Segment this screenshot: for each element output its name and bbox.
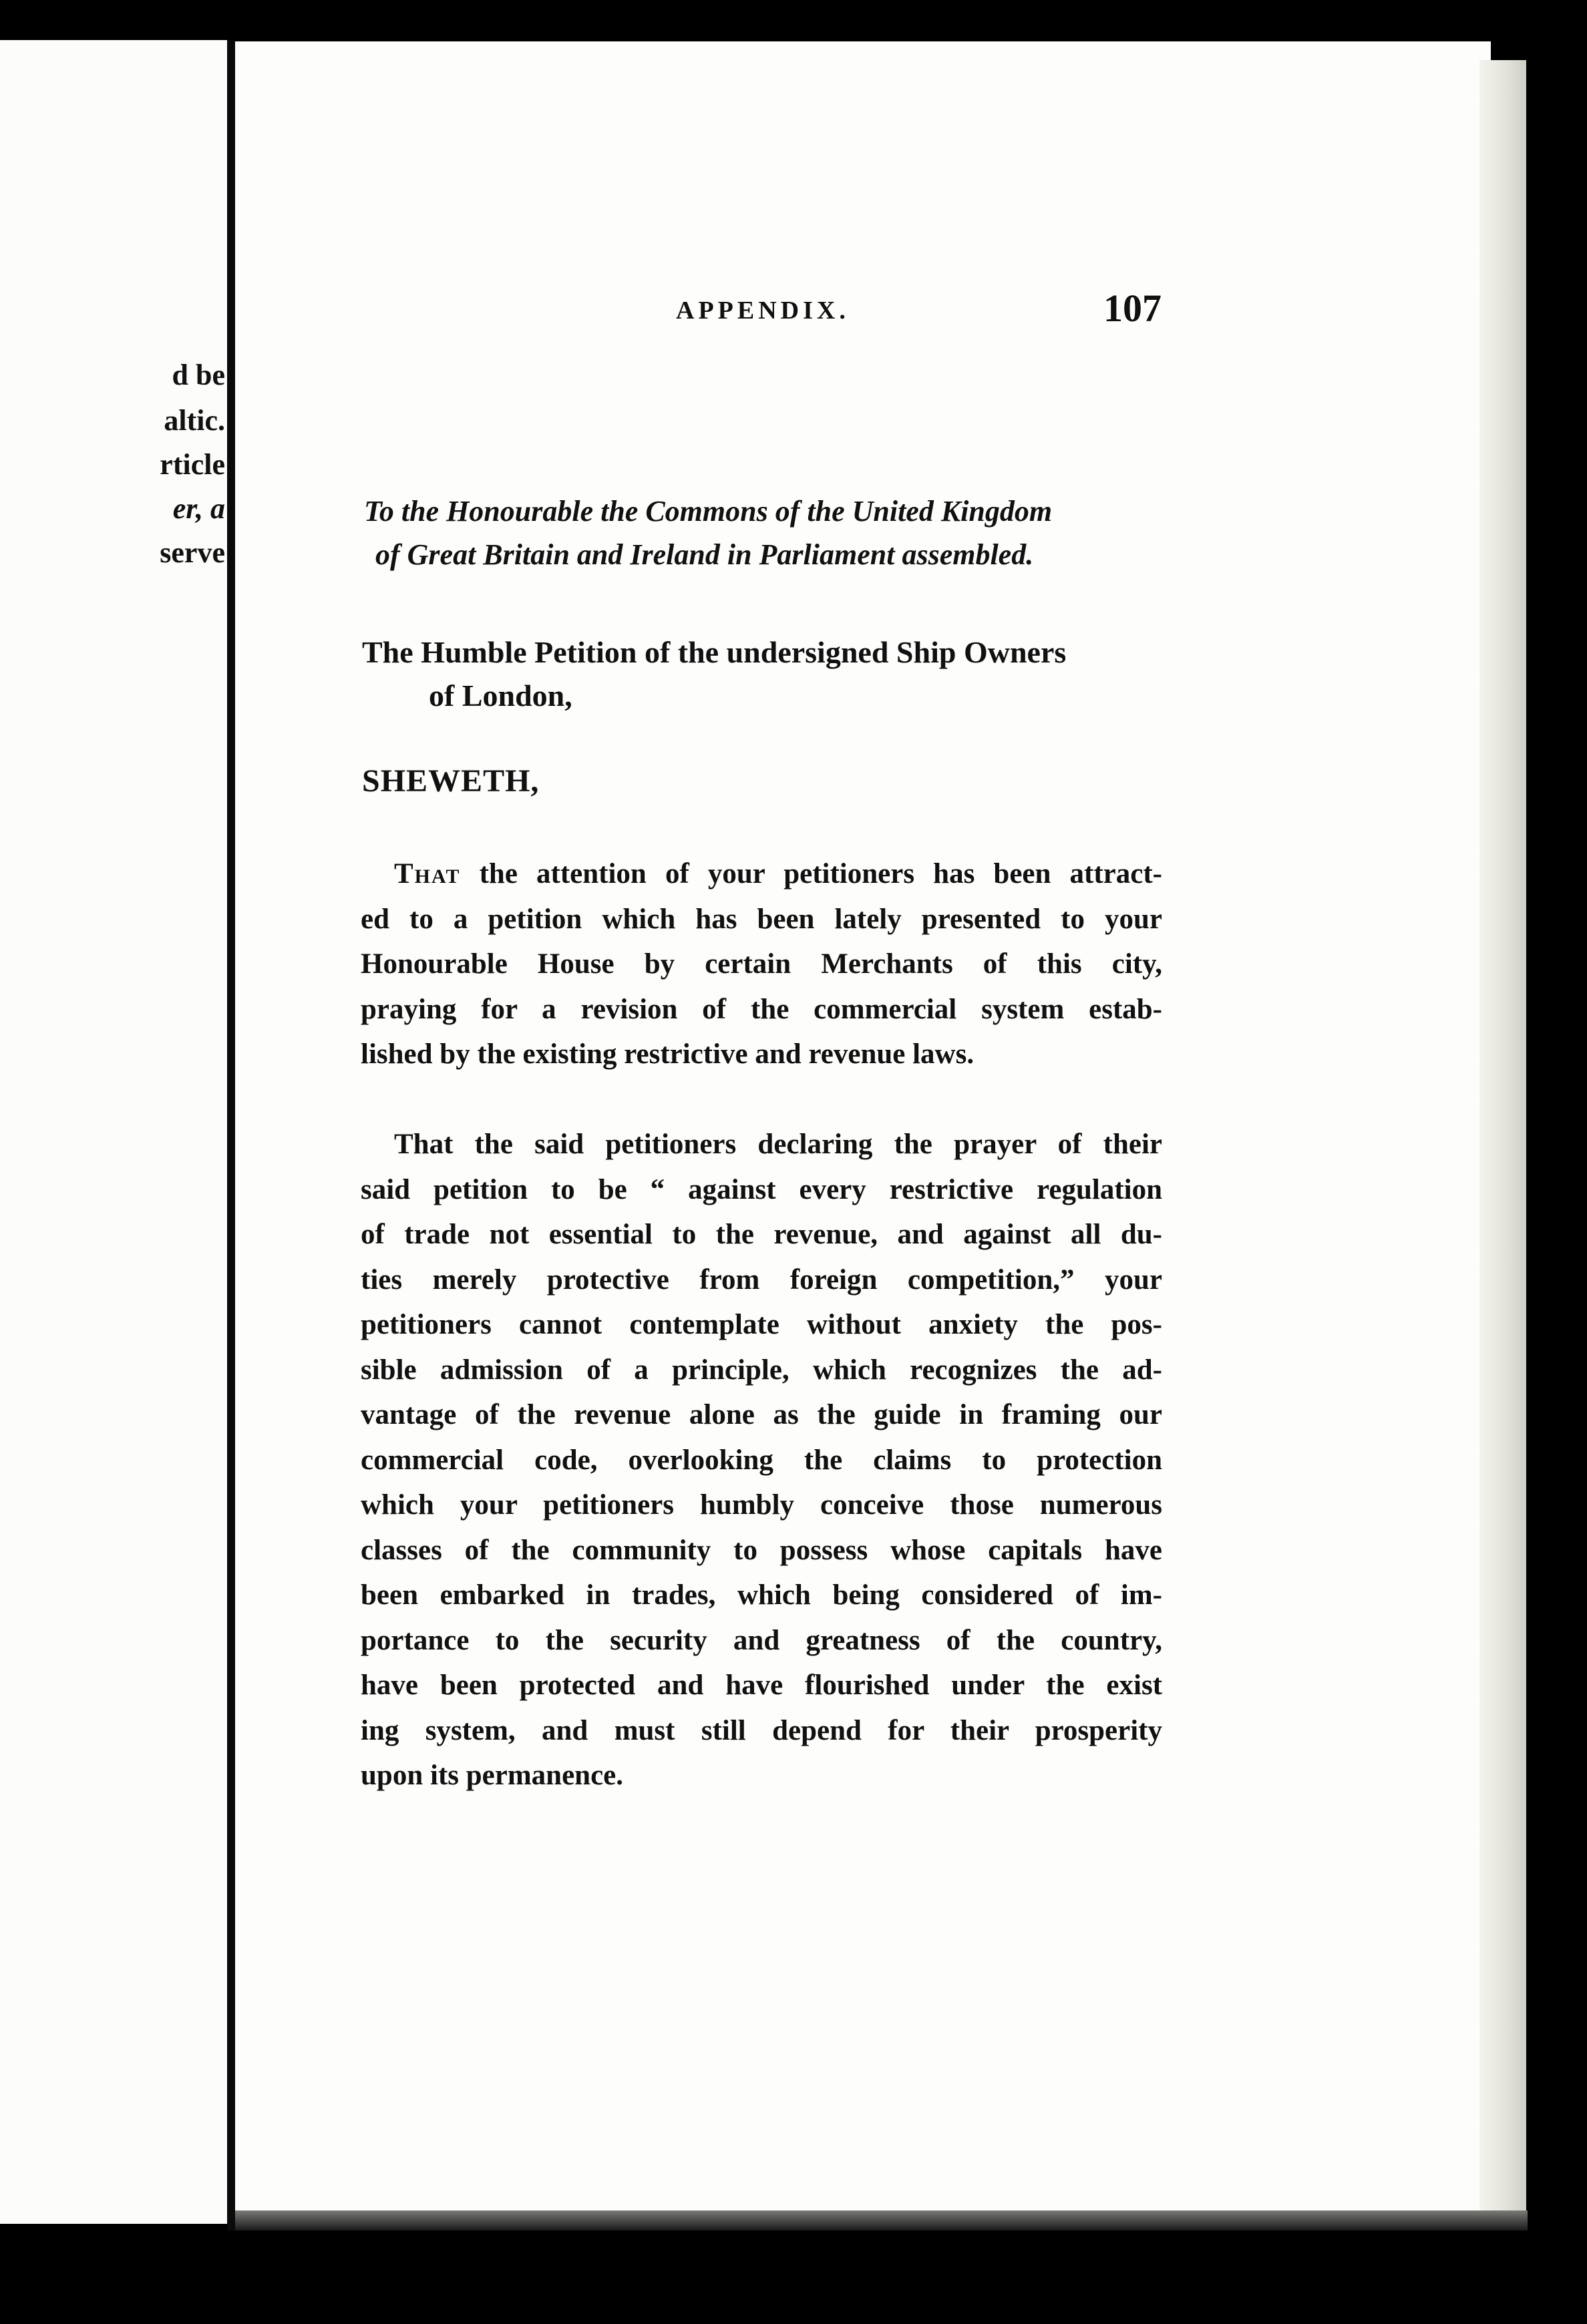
paragraph-line: portance to the security and greatness of the country, xyxy=(361,1624,1162,1656)
paragraph-line: petitioners cannot contemplate without anxiety the pos- xyxy=(361,1309,1162,1340)
line-text: the attention of your petitioners has been attract- xyxy=(460,858,1162,890)
paragraph-line: lished by the existing restrictive and revenue laws. xyxy=(361,1038,975,1070)
paragraph-line: been embarked in trades, which being considered of im- xyxy=(361,1579,1162,1611)
paragraph-line: said petition to be “ against every restrictive regulation xyxy=(361,1173,1162,1205)
paragraph-line: praying for a revision of the commercial system estab- xyxy=(361,993,1162,1025)
address-line: To the Honourable the Commons of the United Kingdom xyxy=(364,495,1053,528)
left-fragment-line: er, a xyxy=(172,492,225,525)
page-number: 107 xyxy=(1103,286,1162,330)
previous-page-fragment xyxy=(0,40,230,2224)
paragraph-line: Honourable House by certain Merchants of this city, xyxy=(361,948,1162,980)
page-bottom-shadow xyxy=(235,2210,1528,2231)
paragraph-line: ed to a petition which has been lately presented to your xyxy=(361,903,1162,935)
paragraph-line: upon its permanence. xyxy=(361,1760,623,1791)
paragraph-line: classes of the community to possess whose capitals have xyxy=(361,1534,1162,1566)
page-edge xyxy=(1479,60,1526,2224)
address-line: of Great Britain and Ireland in Parliament assembled. xyxy=(375,538,1034,571)
paragraph-line: ties merely protective from foreign competition,” your xyxy=(361,1264,1162,1296)
left-fragment-line: serve xyxy=(160,536,225,569)
running-head: APPENDIX. xyxy=(676,297,850,325)
petition-title: The Humble Petition of the undersigned Ship Owners xyxy=(362,635,1067,669)
paragraph-line xyxy=(361,851,1162,897)
lead-word: That xyxy=(394,858,461,890)
paragraph-line: have been protected and have flourished under the exist xyxy=(361,1670,1162,1701)
paragraph-line: which your petitioners humbly conceive those numerous xyxy=(361,1489,1162,1521)
paragraph xyxy=(361,1122,1162,1798)
paragraph-line: commercial code, overlooking the claims to protection xyxy=(361,1444,1162,1476)
paragraph-line: ing system, and must still depend for their prosperity xyxy=(361,1714,1162,1746)
paragraph xyxy=(361,851,1162,1077)
paragraph-line: of trade not essential to the revenue, and against all du- xyxy=(361,1219,1162,1250)
paragraph-line: vantage of the revenue alone as the guide in framing our xyxy=(361,1399,1162,1430)
left-fragment-line: altic. xyxy=(164,404,225,437)
salutation: SHEWETH, xyxy=(362,763,540,799)
petition-title: of London, xyxy=(429,679,572,713)
left-fragment-line: rticle xyxy=(160,448,225,481)
left-fragment-line: d be xyxy=(172,359,225,391)
paragraph-line: That the said petitioners declaring the prayer of their xyxy=(394,1129,1162,1160)
paragraph-line: sible admission of a principle, which recognizes the ad- xyxy=(361,1354,1162,1386)
